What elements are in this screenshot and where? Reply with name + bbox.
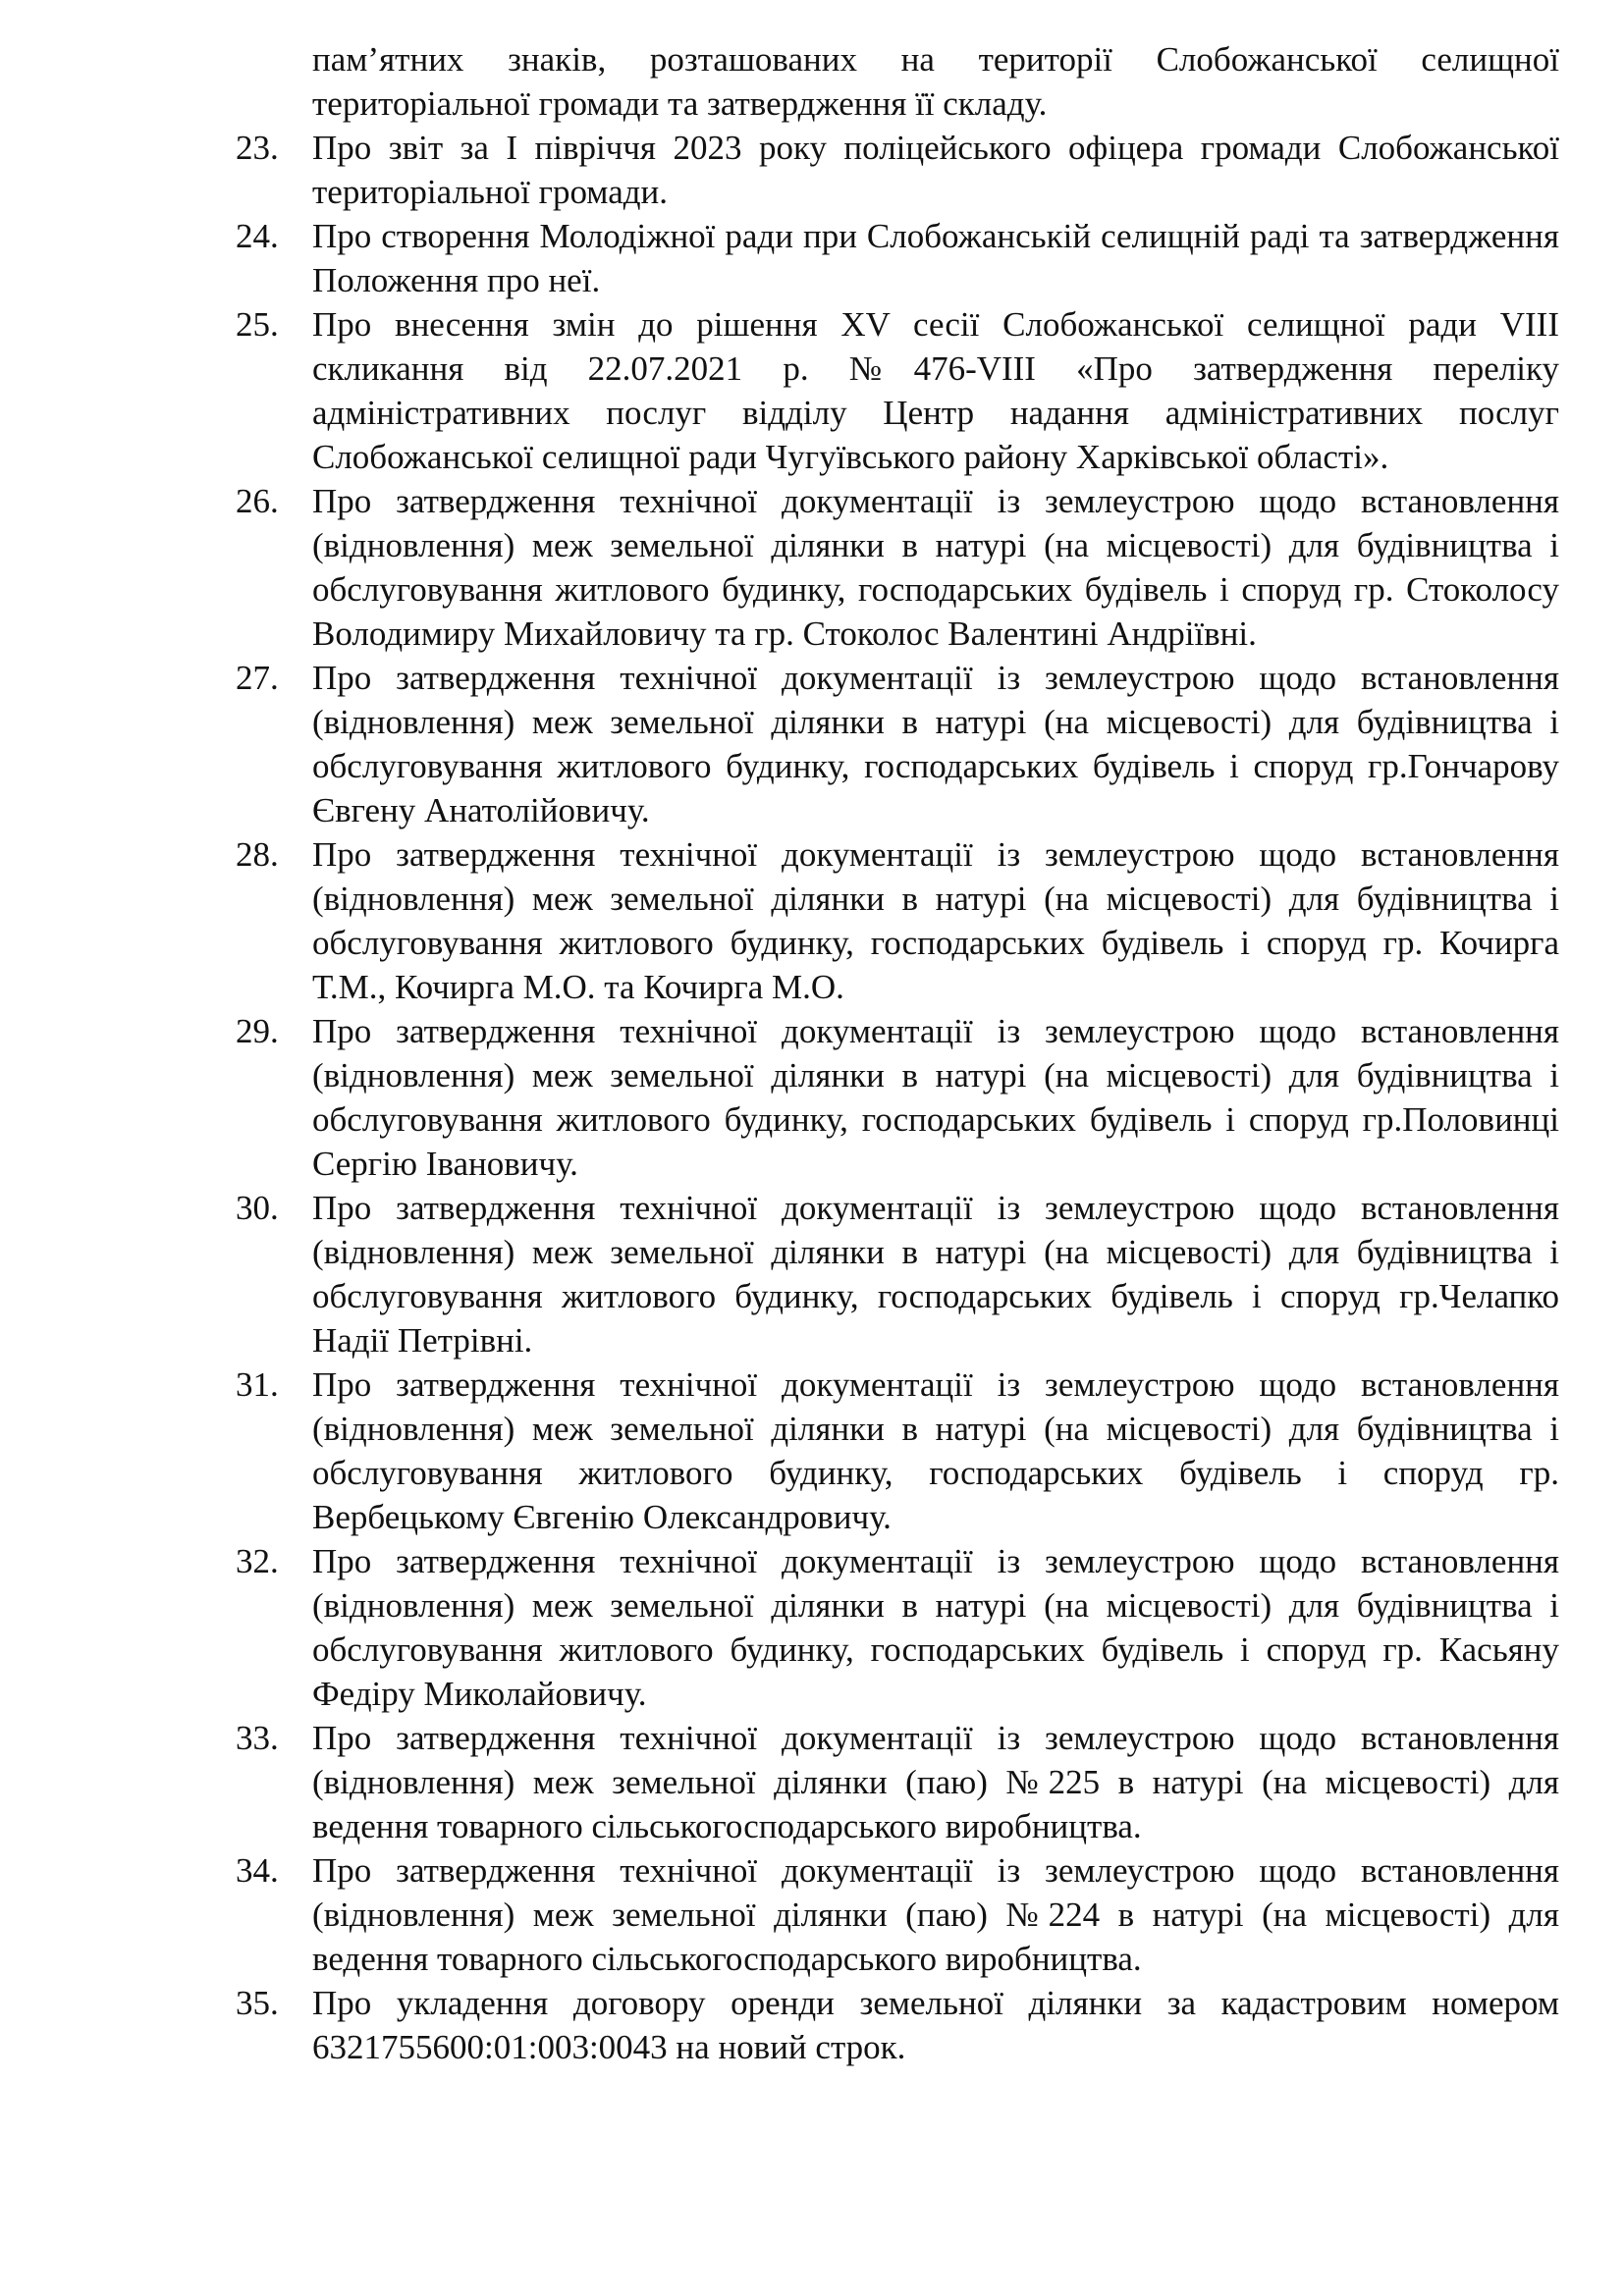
- item-number: 27.: [236, 659, 279, 697]
- item-text: Про укладення договору оренди земельної ділянки за кадастровим номером 6321755600:01:003:0043 на новий строк.: [312, 1984, 1559, 2066]
- item-text: Про затвердження технічної документації із землеустрою щодо встановлення (відновлення) меж земельної ділянки (паю) №225 в натурі (на місцевості) для ведення товарного сільськогосподарського виробництва.: [312, 1719, 1559, 1845]
- item-number: 33.: [236, 1719, 279, 1757]
- item-number: 29.: [236, 1012, 279, 1050]
- item-number: 35.: [236, 1984, 279, 2022]
- item-text: Про затвердження технічної документації із землеустрою щодо встановлення (відновлення) меж земельної ділянки в натурі (на місцевості) для будівництва і обслуговування житлового будинку, господарських будівель і споруд гр.Челапко Надії Петрівні.: [312, 1189, 1559, 1360]
- item-number: 31.: [236, 1365, 279, 1404]
- agenda-list: [0, 126, 1624, 2069]
- item-number: 24.: [236, 217, 279, 255]
- continued-item-text-block: [0, 37, 1559, 126]
- item-text: Про звіт за І півріччя 2023 року поліцейського офіцера громади Слобожанської територіальної громади.: [312, 129, 1559, 211]
- agenda-item-28: [0, 832, 1559, 1009]
- agenda-item-31: [0, 1362, 1559, 1539]
- item-number: 25.: [236, 305, 279, 344]
- item-text: Про затвердження технічної документації із землеустрою щодо встановлення (відновлення) меж земельної ділянки в натурі (на місцевості) для будівництва і обслуговування житлового будинку, господарських будівель і споруд гр. Вербецькому Євгенію Олександровичу.: [312, 1365, 1559, 1536]
- item-number: 23.: [236, 129, 279, 167]
- agenda-item-26: [0, 479, 1559, 656]
- item-text: Про затвердження технічної документації із землеустрою щодо встановлення (відновлення) меж земельної ділянки в натурі (на місцевості) для будівництва і обслуговування житлового будинку, господарських будівель і споруд гр. Кочирга Т.М., Кочирга М.О. та Кочирга М.О.: [312, 835, 1559, 1006]
- agenda-item-24: [0, 214, 1559, 302]
- agenda-item-33: [0, 1716, 1559, 1848]
- item-text: Про внесення змін до рішення XV сесії Слобожанської селищної ради VIII скликання від 22.07.2021 р. №476-VIII «Про затвердження переліку адміністративних послуг відділу Центр надання адміністративних послуг Слобожанської селищної ради Чугуївського району Харківської області».: [312, 305, 1559, 476]
- agenda-item-35: [0, 1981, 1559, 2069]
- item-text: Про створення Молодіжної ради при Слобожанській селищній раді та затвердження Положення про неї.: [312, 217, 1559, 299]
- item-text: Про затвердження технічної документації із землеустрою щодо встановлення (відновлення) меж земельної ділянки в натурі (на місцевості) для будівництва і обслуговування житлового будинку, господарських будівель і споруд гр.Гончарову Євгену Анатолійовичу.: [312, 659, 1559, 829]
- agenda-item-34: [0, 1848, 1559, 1981]
- item-number: 32.: [236, 1542, 279, 1580]
- item-text: Про затвердження технічної документації із землеустрою щодо встановлення (відновлення) меж земельної ділянки в натурі (на місцевості) для будівництва і обслуговування житлового будинку, господарських будівель і споруд гр.Половинці Сергію Івановичу.: [312, 1012, 1559, 1183]
- item-number: 28.: [236, 835, 279, 874]
- continued-item-text: пам’ятних знаків, розташованих на території Слобожанської селищної територіальної громади та затвердження її складу.: [312, 40, 1559, 123]
- agenda-item-25: [0, 302, 1559, 479]
- item-text: Про затвердження технічної документації із землеустрою щодо встановлення (відновлення) меж земельної ділянки (паю) №224 в натурі (на місцевості) для ведення товарного сільськогосподарського виробництва.: [312, 1851, 1559, 1978]
- agenda-item-32: [0, 1539, 1559, 1716]
- item-text: Про затвердження технічної документації із землеустрою щодо встановлення (відновлення) меж земельної ділянки в натурі (на місцевості) для будівництва і обслуговування житлового будинку, господарських будівель і споруд гр. Стоколосу Володимиру Михайловичу та гр. Стоколос Валентині Андріївні.: [312, 482, 1559, 653]
- agenda-item-23: [0, 126, 1559, 214]
- item-number: 30.: [236, 1189, 279, 1227]
- item-number: 34.: [236, 1851, 279, 1890]
- agenda-item-27: [0, 656, 1559, 832]
- agenda-item-29: [0, 1009, 1559, 1186]
- item-number: 26.: [236, 482, 279, 520]
- item-text: Про затвердження технічної документації із землеустрою щодо встановлення (відновлення) меж земельної ділянки в натурі (на місцевості) для будівництва і обслуговування житлового будинку, господарських будівель і споруд гр. Касьяну Федіру Миколайовичу.: [312, 1542, 1559, 1713]
- agenda-item-30: [0, 1186, 1559, 1362]
